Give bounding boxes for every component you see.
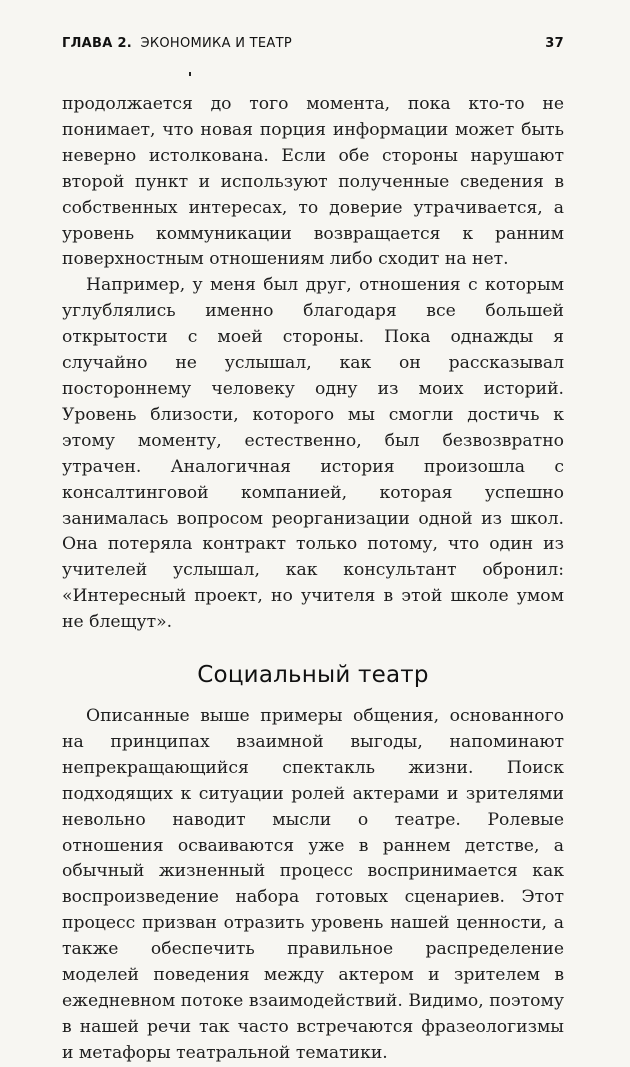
- chapter-label: ГЛАВА 2.: [62, 36, 133, 51]
- paragraph-social-theater: Описанные выше примеры общения, основанного на принципах взаимной выгоды, напоминают непрекращающийся спектакль жизни. Поиск подходящих к ситуации ролей актерами и зрителями невольно наводит мысли о театре. Ролевые отношения осваиваются уже в раннем детстве, а обычный жизненный процесс воспринимается как воспроизведение набора готовых сценариев. Этот процесс призван отразить уровень нашей ценности, а также обеспечить правильное распределение моделей поведения между актером и зрителем в ежедневном потоке взаимодействий. Видимо, поэтому в нашей речи так часто встречаются фразеологизмы и метафоры театральной тематики.: [62, 706, 564, 1063]
- chapter-title: ЭКОНОМИКА И ТЕАТР: [140, 36, 292, 51]
- print-speck: [189, 72, 191, 76]
- section-heading: Социальный театр: [197, 662, 429, 689]
- running-head: [62, 36, 564, 51]
- paragraph-friend-story: Например, у меня был друг, отношения с которым углублялись именно благодаря все большей открытости с моей стороны. Пока однажды я случайно не услышал, как он рассказывал постороннему человеку одну из моих историй. Уровень близости, которого мы смогли достичь к этому моменту, естественно, был безвозвратно утрачен. Аналогичная история произошла с консалтинговой компанией, которая успешно занималась вопросом реорганизации одной из школ. Она потеряла контракт только потому, что один из учителей услышал, как консультант обронил: «Интересный проект, но учителя в этой школе умом не блещут».: [62, 275, 564, 633]
- page-number: 37: [545, 36, 564, 51]
- body-text: [62, 92, 564, 1067]
- paragraph-continuation: продолжается до того момента, пока кто-то не понимает, что новая порция информации может быть неверно истолкована. Если обе стороны нарушают второй пункт и используют полученные сведения в собственных интересах, то доверие утрачивается, а уровень коммуникации возвращается к ранним поверхностным отношениям либо сходит на нет.: [62, 94, 564, 270]
